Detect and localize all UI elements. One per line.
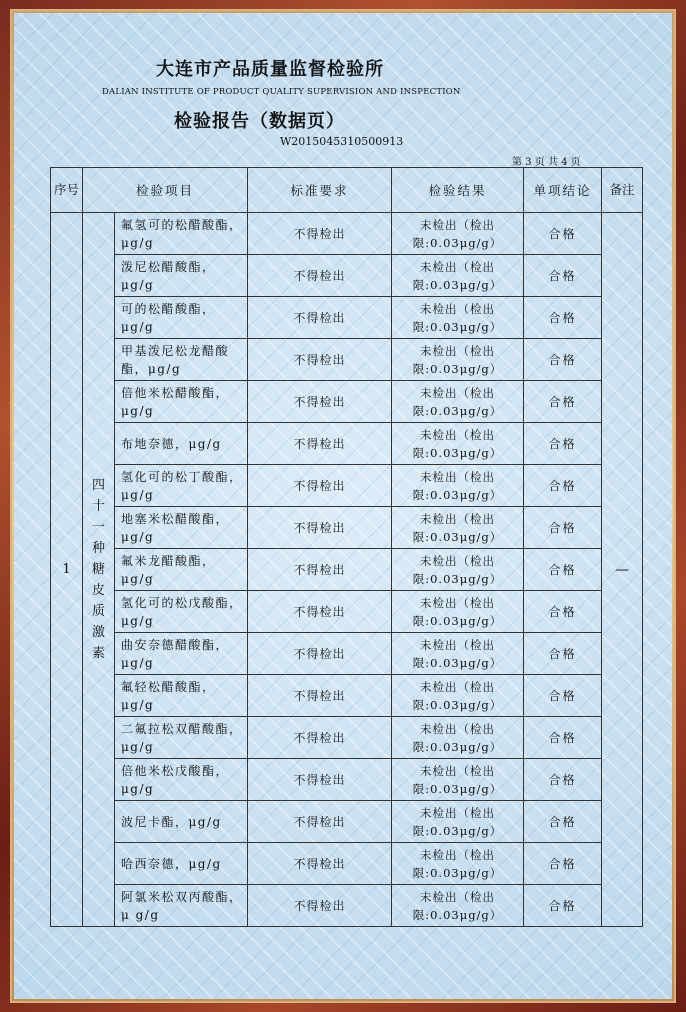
table-row [51,591,643,633]
test-item: 曲安奈德醋酸酯，μg/g [115,633,248,675]
table-row [51,633,643,675]
test-result: 未检出（检出限:0.03μg/g） [392,843,524,885]
category-char: 一 [91,520,105,535]
item-conclusion: 合格 [524,675,602,717]
institute-name-en: DALIAN INSTITUTE OF PRODUCT QUALITY SUPERVISION AND INSPECTION [102,87,461,97]
category-char: 激 [91,625,105,640]
table-body [51,213,643,927]
item-conclusion: 合格 [524,717,602,759]
test-item: 氟氢可的松醋酸酯，μg/g [115,213,248,255]
standard-requirement: 不得检出 [248,591,392,633]
standard-requirement: 不得检出 [248,801,392,843]
test-item: 氟米龙醋酸酯，μg/g [115,549,248,591]
header-item: 检验项目 [83,168,248,213]
table-row [51,759,643,801]
standard-requirement: 不得检出 [248,885,392,927]
test-result: 未检出（检出限:0.03μg/g） [392,255,524,297]
table-row [51,885,643,927]
category-char: 种 [91,541,105,556]
test-item: 倍他米松戊酸酯，μg/g [115,759,248,801]
standard-requirement: 不得检出 [248,675,392,717]
table-row [51,339,643,381]
test-item: 地塞米松醋酸酯，μg/g [115,507,248,549]
standard-requirement: 不得检出 [248,423,392,465]
item-conclusion: 合格 [524,759,602,801]
standard-requirement: 不得检出 [248,297,392,339]
test-result: 未检出（检出限:0.03μg/g） [392,339,524,381]
standard-requirement: 不得检出 [248,717,392,759]
standard-requirement: 不得检出 [248,549,392,591]
group-seq: 1 [51,213,83,927]
page-indicator: 第 3 页 共 4 页 [512,157,581,168]
category-char: 素 [91,646,105,661]
report-page [14,13,672,999]
test-item: 甲基泼尼松龙醋酸酯，μg/g [115,339,248,381]
header-result: 检验结果 [392,168,524,213]
test-item: 倍他米松醋酸酯，μg/g [115,381,248,423]
category-char: 十 [91,499,105,514]
item-conclusion: 合格 [524,885,602,927]
table-header-row [51,168,643,213]
institute-name-cn: 大连市产品质量监督检验所 [156,59,384,80]
item-conclusion: 合格 [524,549,602,591]
standard-requirement: 不得检出 [248,507,392,549]
item-conclusion: 合格 [524,297,602,339]
test-item: 氢化可的松丁酸酯，μg/g [115,465,248,507]
test-result: 未检出（检出限:0.03μg/g） [392,633,524,675]
test-item: 哈西奈德，μg/g [115,843,248,885]
table-row [51,213,643,255]
category-char: 质 [91,604,105,619]
standard-requirement: 不得检出 [248,255,392,297]
table-row [51,381,643,423]
table-row [51,843,643,885]
test-result: 未检出（检出限:0.03μg/g） [392,381,524,423]
item-conclusion: 合格 [524,843,602,885]
test-result: 未检出（检出限:0.03μg/g） [392,717,524,759]
test-item: 二氟拉松双醋酸酯，μg/g [115,717,248,759]
standard-requirement: 不得检出 [248,213,392,255]
test-item: 可的松醋酸酯，μg/g [115,297,248,339]
table-row [51,717,643,759]
table-row [51,255,643,297]
test-item: 氢化可的松戊酸酯，μg/g [115,591,248,633]
test-result: 未检出（检出限:0.03μg/g） [392,297,524,339]
item-conclusion: 合格 [524,633,602,675]
item-conclusion: 合格 [524,591,602,633]
test-result: 未检出（检出限:0.03μg/g） [392,549,524,591]
group-remark: — [602,213,643,927]
header-seq: 序号 [51,168,83,213]
header-standard: 标准要求 [248,168,392,213]
test-result: 未检出（检出限:0.03μg/g） [392,213,524,255]
test-item: 布地奈德，μg/g [115,423,248,465]
item-conclusion: 合格 [524,213,602,255]
item-conclusion: 合格 [524,507,602,549]
standard-requirement: 不得检出 [248,843,392,885]
test-result: 未检出（检出限:0.03μg/g） [392,801,524,843]
test-result: 未检出（检出限:0.03μg/g） [392,591,524,633]
table-row [51,675,643,717]
item-conclusion: 合格 [524,801,602,843]
item-conclusion: 合格 [524,381,602,423]
test-result: 未检出（检出限:0.03μg/g） [392,675,524,717]
test-result: 未检出（检出限:0.03μg/g） [392,507,524,549]
standard-requirement: 不得检出 [248,339,392,381]
standard-requirement: 不得检出 [248,759,392,801]
test-result: 未检出（检出限:0.03μg/g） [392,465,524,507]
table-row [51,423,643,465]
test-result: 未检出（检出限:0.03μg/g） [392,759,524,801]
category-char: 四 [91,478,105,493]
table-row [51,507,643,549]
report-number: W2015045310500913 [280,135,404,148]
test-item: 泼尼松醋酸酯，μg/g [115,255,248,297]
table-row [51,297,643,339]
standard-requirement: 不得检出 [248,633,392,675]
item-conclusion: 合格 [524,339,602,381]
header-conclusion: 单项结论 [524,168,602,213]
standard-requirement: 不得检出 [248,381,392,423]
category-char: 皮 [91,583,105,598]
table-row [51,465,643,507]
table-row [51,549,643,591]
category-label [83,213,115,927]
category-char: 糖 [91,562,105,577]
inspection-data-table [50,167,643,927]
test-result: 未检出（检出限:0.03μg/g） [392,423,524,465]
report-title: 检验报告（数据页） [174,111,345,132]
test-item: 氟轻松醋酸酯，μg/g [115,675,248,717]
item-conclusion: 合格 [524,423,602,465]
header-remark: 备注 [602,168,643,213]
test-item: 波尼卡酯，μg/g [115,801,248,843]
standard-requirement: 不得检出 [248,465,392,507]
item-conclusion: 合格 [524,465,602,507]
test-result: 未检出（检出限:0.03μg/g） [392,885,524,927]
item-conclusion: 合格 [524,255,602,297]
test-item: 阿氯米松双丙酸酯，μ g/g [115,885,248,927]
table-row [51,801,643,843]
